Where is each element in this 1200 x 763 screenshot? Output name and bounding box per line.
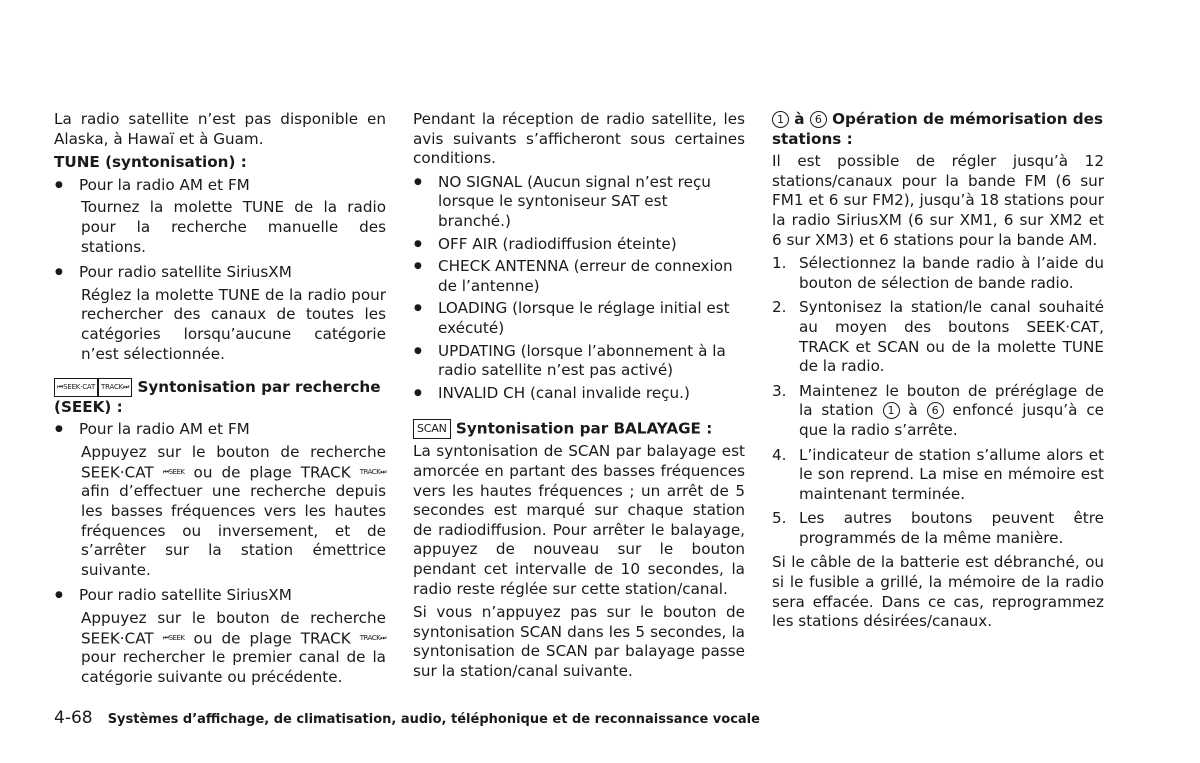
scan-heading-text: Syntonisation par BALAYAGE :	[455, 419, 713, 438]
tune-heading: TUNE (syntonisation) :	[54, 153, 247, 172]
seek-am-fm-text: Appuyez sur le bouton de recherche SEEK·CAT ⏮SEEK ou de plage TRACK TRACK⏭ afin d’effectuer une recherche depuis les basses fréquences vers les hautes fréquences ou inversement, et de s’arrêter sur la station émettrice suivante.	[81, 442, 387, 579]
memory-heading: 1 à 6 Opération de mémorisation des stations :	[772, 110, 1104, 148]
track-button-icon: TRACK⏭	[98, 378, 132, 397]
page-footer	[54, 708, 760, 728]
preset-1-icon: 1	[883, 402, 900, 419]
seek-am-fm-bullet: ● Pour la radio AM et FM	[54, 420, 386, 440]
step-item: 5. Les autres boutons peuvent être programmés de la même manière.	[772, 509, 1104, 547]
seek-heading-text: Syntonisation par recherche (SEEK) :	[54, 378, 381, 416]
notice-item: ● OFF AIR (radiodiffusion éteinte)	[413, 235, 745, 255]
notice-item: ● LOADING (lorsque le réglage initial est exécuté)	[413, 299, 745, 338]
column-2	[413, 110, 745, 686]
scan-text-1: La syntonisation de SCAN par balayage est amorcée en partant des basses fréquences vers les hautes fréquences ; un arrêt de 5 secondes est marqué sur chaque station de radiodiffusion. Pour arrêter le balayage, appuyez de nouveau sur le bouton pendant cet intervalle de 10 secondes, la radio reste réglée sur cette station/canal.	[413, 442, 745, 598]
tune-sirius-text: Réglez la molette TUNE de la radio pour rechercher des canaux de toutes les catégories lorsqu’aucune catégorie n’est sélectionnée.	[81, 285, 386, 363]
step-item: 1. Sélectionnez la bande radio à l’aide du bouton de sélection de bande radio.	[772, 254, 1104, 292]
step-item: 2. Syntonisez la station/le canal souhaité au moyen des boutons SEEK·CAT, TRACK et SCAN ou de la molette TUNE de la radio.	[772, 298, 1104, 376]
notices-intro: Pendant la réception de radio satellite, les avis suivants s’afficheront sous certaines conditions.	[413, 110, 745, 168]
seek-cat-button-icon: ⏮SEEK·CAT	[54, 378, 98, 397]
step-item: 4. L’indicateur de station s’allume alors et le son reprend. La mise en mémoire est maintenant terminée.	[772, 445, 1104, 503]
notice-item: ● INVALID CH (canal invalide reçu.)	[413, 384, 745, 404]
scan-heading	[413, 419, 745, 439]
scan-text-2: Si vous n’appuyez pas sur le bouton de syntonisation SCAN dans les 5 secondes, la syntonisation de SCAN par balayage passe sur la station/canal suivante.	[413, 603, 745, 680]
page-number: 4-68	[54, 708, 93, 728]
column-1	[54, 110, 386, 694]
notice-item: ● UPDATING (lorsque l’abonnement à la radio satellite n’est pas activé)	[413, 342, 745, 381]
scan-button-icon: SCAN	[413, 419, 451, 439]
seek-heading	[54, 378, 386, 417]
memory-intro: Il est possible de régler jusqu’à 12 stations/canaux pour la bande FM (6 sur FM1 et 6 sur FM2), jusqu’à 18 stations pour la radio SiriusXM (6 sur XM1, 6 sur XM2 et 6 sur XM3) et 6 stations pour la bande AM.	[772, 152, 1104, 249]
notice-item: ● CHECK ANTENNA (erreur de connexion de l’antenne)	[413, 257, 745, 296]
preset-6-icon: 6	[927, 402, 944, 419]
step-item: 3. Maintenez le bouton de préréglage de la station 1 à 6 enfoncé jusqu’à ce que la radio s’arrête.	[772, 381, 1105, 439]
seek-sirius-bullet: ● Pour radio satellite SiriusXM	[54, 586, 386, 606]
memory-outro: Si le câble de la batterie est débranché, ou si le fusible a grillé, la mémoire de la radio sera effacée. Dans ce cas, reprogrammez les stations désirées/canaux.	[772, 553, 1104, 631]
preset-6-icon: 6	[810, 111, 827, 128]
satellite-availability-note: La radio satellite n’est pas disponible en Alaska, à Hawaï et à Guam.	[54, 110, 386, 148]
column-3	[772, 110, 1104, 636]
preset-1-icon: 1	[772, 111, 789, 128]
seek-back-icon: ⏮SEEK	[162, 633, 185, 642]
track-forward-icon: TRACK⏭	[359, 467, 387, 476]
tune-am-fm-bullet: ● Pour la radio AM et FM	[54, 176, 386, 196]
notice-item: ● NO SIGNAL (Aucun signal n’est reçu lorsque le syntoniseur SAT est branché.)	[413, 173, 745, 232]
seek-back-icon: ⏮SEEK	[162, 467, 185, 476]
tune-sirius-bullet: ● Pour radio satellite SiriusXM	[54, 263, 386, 283]
chapter-title: Systèmes d’affichage, de climatisation, audio, téléphonique et de reconnaissance vocale	[107, 712, 760, 727]
seek-sirius-text: Appuyez sur le bouton de recherche SEEK·CAT ⏮SEEK ou de plage TRACK TRACK⏭ pour rechercher le premier canal de la catégorie suivante ou précédente.	[81, 608, 387, 687]
tune-am-fm-text: Tournez la molette TUNE de la radio pour la recherche manuelle des stations.	[81, 198, 386, 256]
track-forward-icon: TRACK⏭	[359, 633, 387, 642]
